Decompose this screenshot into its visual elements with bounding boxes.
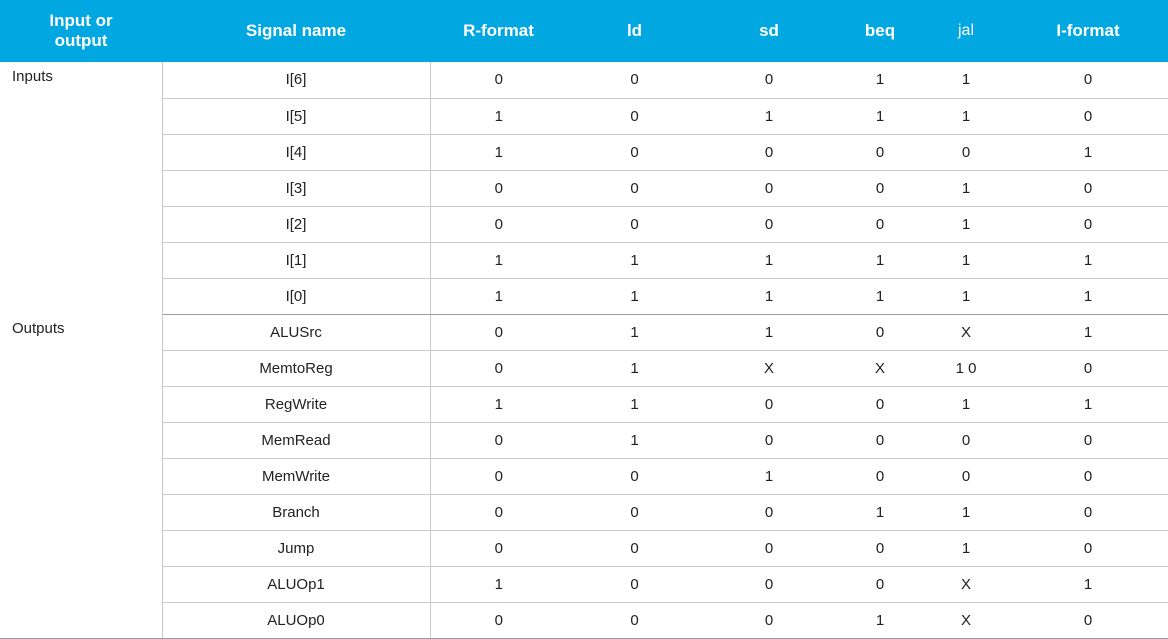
signal-name: Branch bbox=[162, 494, 430, 530]
value-beq: 1 bbox=[836, 242, 924, 278]
value-jal: 1 bbox=[924, 206, 1008, 242]
group-label-empty bbox=[0, 458, 162, 494]
table-body bbox=[0, 62, 1168, 639]
value-beq: 1 bbox=[836, 494, 924, 530]
table-row bbox=[0, 242, 1168, 278]
table-row bbox=[0, 494, 1168, 530]
value-sd: 1 bbox=[702, 242, 836, 278]
value-jal: 1 bbox=[924, 170, 1008, 206]
group-label-empty bbox=[0, 530, 162, 566]
value-jal: 1 bbox=[924, 278, 1008, 314]
value-sd: 0 bbox=[702, 62, 836, 98]
signal-name: I[4] bbox=[162, 134, 430, 170]
value-sd: 0 bbox=[702, 422, 836, 458]
value-ld: 1 bbox=[567, 350, 702, 386]
value-sd: 1 bbox=[702, 314, 836, 350]
value-sd: 0 bbox=[702, 134, 836, 170]
table-row bbox=[0, 602, 1168, 639]
group-label-empty bbox=[0, 242, 162, 278]
value-beq: 1 bbox=[836, 602, 924, 639]
signal-name: MemWrite bbox=[162, 458, 430, 494]
table-row bbox=[0, 386, 1168, 422]
group-label-inputs: Inputs bbox=[0, 62, 162, 98]
value-r-format: 1 bbox=[430, 134, 567, 170]
value-r-format: 0 bbox=[430, 530, 567, 566]
value-i-format: 1 bbox=[1008, 242, 1168, 278]
signal-name: MemRead bbox=[162, 422, 430, 458]
value-ld: 0 bbox=[567, 134, 702, 170]
table-row bbox=[0, 62, 1168, 98]
table-row bbox=[0, 422, 1168, 458]
column-header-sd: sd bbox=[759, 21, 779, 41]
signal-name: I[1] bbox=[162, 242, 430, 278]
signal-name: I[5] bbox=[162, 98, 430, 134]
value-ld: 0 bbox=[567, 62, 702, 98]
value-sd: 1 bbox=[702, 278, 836, 314]
value-jal: 1 bbox=[924, 62, 1008, 98]
value-i-format: 1 bbox=[1008, 566, 1168, 602]
group-label-empty bbox=[0, 494, 162, 530]
value-ld: 0 bbox=[567, 530, 702, 566]
value-r-format: 1 bbox=[430, 386, 567, 422]
value-jal: 1 bbox=[924, 98, 1008, 134]
table-row bbox=[0, 566, 1168, 602]
value-jal: 1 bbox=[924, 494, 1008, 530]
table-header-row bbox=[0, 0, 1168, 62]
value-jal: 1 bbox=[924, 530, 1008, 566]
value-jal: X bbox=[924, 566, 1008, 602]
value-i-format: 0 bbox=[1008, 422, 1168, 458]
value-r-format: 0 bbox=[430, 62, 567, 98]
value-ld: 0 bbox=[567, 170, 702, 206]
value-r-format: 1 bbox=[430, 566, 567, 602]
value-ld: 0 bbox=[567, 206, 702, 242]
value-jal: 1 bbox=[924, 386, 1008, 422]
value-i-format: 0 bbox=[1008, 602, 1168, 639]
value-r-format: 0 bbox=[430, 422, 567, 458]
value-sd: 0 bbox=[702, 206, 836, 242]
value-jal: 0 bbox=[924, 458, 1008, 494]
value-jal: X bbox=[924, 602, 1008, 639]
group-label-empty bbox=[0, 278, 162, 314]
value-i-format: 1 bbox=[1008, 314, 1168, 350]
table-row bbox=[0, 458, 1168, 494]
value-r-format: 1 bbox=[430, 98, 567, 134]
value-sd: 0 bbox=[702, 494, 836, 530]
signal-name: Jump bbox=[162, 530, 430, 566]
value-beq: 1 bbox=[836, 98, 924, 134]
value-i-format: 1 bbox=[1008, 134, 1168, 170]
group-label-empty bbox=[0, 350, 162, 386]
signal-name: MemtoReg bbox=[162, 350, 430, 386]
signal-name: I[6] bbox=[162, 62, 430, 98]
value-ld: 0 bbox=[567, 458, 702, 494]
value-r-format: 1 bbox=[430, 242, 567, 278]
value-i-format: 0 bbox=[1008, 350, 1168, 386]
table-row bbox=[0, 98, 1168, 134]
signal-name: ALUOp1 bbox=[162, 566, 430, 602]
value-jal: 0 bbox=[924, 422, 1008, 458]
value-beq: 0 bbox=[836, 170, 924, 206]
value-sd: 1 bbox=[702, 458, 836, 494]
signal-name: I[3] bbox=[162, 170, 430, 206]
table-row bbox=[0, 314, 1168, 350]
value-i-format: 0 bbox=[1008, 98, 1168, 134]
value-beq: 0 bbox=[836, 566, 924, 602]
group-label-empty bbox=[0, 566, 162, 602]
value-beq: X bbox=[836, 350, 924, 386]
value-r-format: 0 bbox=[430, 602, 567, 639]
group-label-empty bbox=[0, 422, 162, 458]
value-i-format: 0 bbox=[1008, 530, 1168, 566]
value-beq: 0 bbox=[836, 134, 924, 170]
value-r-format: 0 bbox=[430, 458, 567, 494]
value-i-format: 0 bbox=[1008, 494, 1168, 530]
table-header bbox=[0, 0, 1168, 62]
table-row bbox=[0, 134, 1168, 170]
value-ld: 1 bbox=[567, 278, 702, 314]
value-sd: 0 bbox=[702, 566, 836, 602]
signal-name: ALUOp0 bbox=[162, 602, 430, 639]
value-sd: X bbox=[702, 350, 836, 386]
value-ld: 1 bbox=[567, 314, 702, 350]
group-label-empty bbox=[0, 98, 162, 134]
table-row bbox=[0, 170, 1168, 206]
value-jal: X bbox=[924, 314, 1008, 350]
column-header-line-2: output bbox=[54, 31, 108, 50]
value-ld: 0 bbox=[567, 602, 702, 639]
value-ld: 0 bbox=[567, 494, 702, 530]
value-ld: 1 bbox=[567, 242, 702, 278]
column-header-signal-name: Signal name bbox=[245, 21, 347, 41]
value-jal: 0 bbox=[924, 134, 1008, 170]
value-beq: 1 bbox=[836, 62, 924, 98]
value-jal: 1 bbox=[924, 242, 1008, 278]
value-beq: 0 bbox=[836, 206, 924, 242]
value-i-format: 0 bbox=[1008, 206, 1168, 242]
value-beq: 0 bbox=[836, 386, 924, 422]
value-ld: 0 bbox=[567, 98, 702, 134]
column-header-i-format: I-format bbox=[1056, 21, 1120, 41]
value-beq: 0 bbox=[836, 422, 924, 458]
value-ld: 0 bbox=[567, 566, 702, 602]
group-label-empty bbox=[0, 134, 162, 170]
column-header-ld: ld bbox=[626, 21, 643, 41]
column-header-line-1: Input or bbox=[49, 11, 113, 31]
group-label-empty bbox=[0, 386, 162, 422]
table-row bbox=[0, 206, 1168, 242]
group-label-empty bbox=[0, 206, 162, 242]
value-jal: 1 0 bbox=[924, 350, 1008, 386]
value-sd: 0 bbox=[702, 386, 836, 422]
table-row bbox=[0, 530, 1168, 566]
value-beq: 0 bbox=[836, 314, 924, 350]
value-i-format: 1 bbox=[1008, 278, 1168, 314]
value-r-format: 0 bbox=[430, 314, 567, 350]
signal-name: ALUSrc bbox=[162, 314, 430, 350]
column-header-r-format: R-format bbox=[463, 21, 534, 41]
value-i-format: 0 bbox=[1008, 170, 1168, 206]
value-sd: 0 bbox=[702, 530, 836, 566]
signal-name: I[2] bbox=[162, 206, 430, 242]
value-r-format: 0 bbox=[430, 206, 567, 242]
column-header-jal: jal bbox=[957, 21, 974, 39]
group-label-empty bbox=[0, 170, 162, 206]
value-ld: 1 bbox=[567, 422, 702, 458]
group-label-outputs: Outputs bbox=[0, 314, 162, 350]
column-header-beq: beq bbox=[864, 21, 896, 41]
value-i-format: 0 bbox=[1008, 458, 1168, 494]
table-row bbox=[0, 350, 1168, 386]
value-r-format: 0 bbox=[430, 170, 567, 206]
value-i-format: 0 bbox=[1008, 62, 1168, 98]
value-r-format: 1 bbox=[430, 278, 567, 314]
value-r-format: 0 bbox=[430, 350, 567, 386]
table-row bbox=[0, 278, 1168, 314]
signal-name: I[0] bbox=[162, 278, 430, 314]
value-beq: 1 bbox=[836, 278, 924, 314]
value-beq: 0 bbox=[836, 530, 924, 566]
value-sd: 0 bbox=[702, 602, 836, 639]
value-r-format: 0 bbox=[430, 494, 567, 530]
column-header-input-or-output bbox=[0, 0, 162, 62]
value-sd: 1 bbox=[702, 98, 836, 134]
value-i-format: 1 bbox=[1008, 386, 1168, 422]
value-ld: 1 bbox=[567, 386, 702, 422]
signal-name: RegWrite bbox=[162, 386, 430, 422]
value-sd: 0 bbox=[702, 170, 836, 206]
value-beq: 0 bbox=[836, 458, 924, 494]
group-label-empty bbox=[0, 602, 162, 639]
